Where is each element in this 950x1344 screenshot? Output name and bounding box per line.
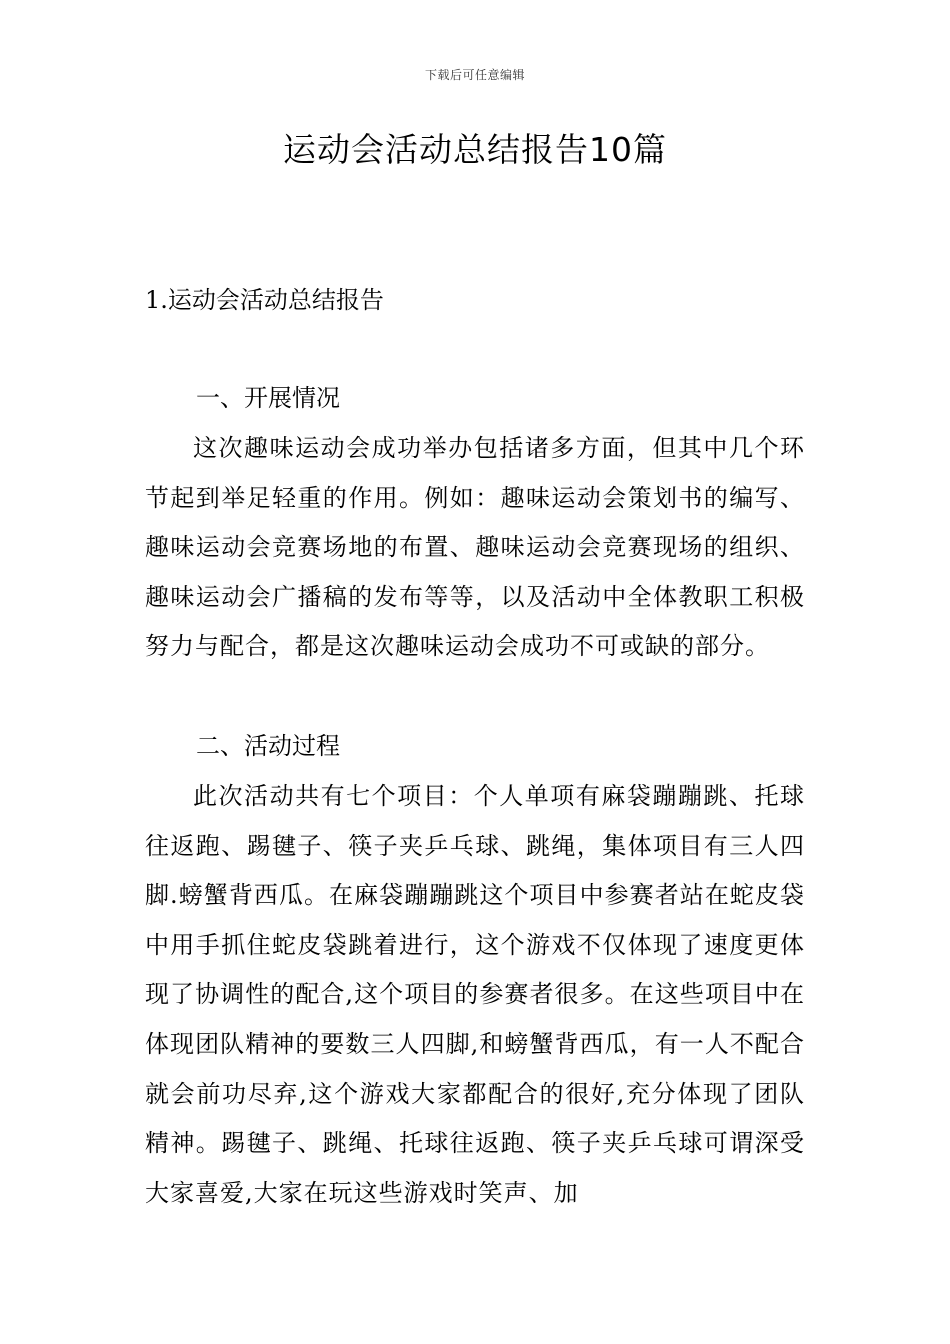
section-title: 1.运动会活动总结报告: [145, 286, 384, 314]
document-title: 运动会活动总结报告10篇: [283, 130, 667, 169]
paragraph-overview: 这次趣味运动会成功举办包括诸多方面，但其中几个环节起到举足轻重的作用。例如：趣味运动会策划书的编写、趣味运动会竞赛场地的布置、趣味运动会竞赛现场的组织、趣味运动会广播稿的发布等等，以及活动中全体教职工积极努力与配合，都是这次趣味运动会成功不可或缺的部分。: [145, 434, 805, 661]
heading-overview: 一、开展情况: [196, 384, 340, 412]
heading-process: 二、活动过程: [196, 732, 340, 760]
header-note: 下载后可任意编辑: [424, 68, 525, 82]
paragraph-process: 此次活动共有七个项目：个人单项有麻袋蹦蹦跳、托球往返跑、踢毽子、筷子夹乒乓球、跳绳，集体项目有三人四脚.螃蟹背西瓜。在麻袋蹦蹦跳这个项目中参赛者站在蛇皮袋中用手抓住蛇皮袋跳着进行，这个游戏不仅体现了速度更体现了协调性的配合,这个项目的参赛者很多。在这些项目中在体现团队精神的要数三人四脚,和螃蟹背西瓜，有一人不配合就会前功尽弃,这个游戏大家都配合的很好,充分体现了团队精神。踢毽子、跳绳、托球往返跑、筷子夹乒乓球可谓深受大家喜爱,大家在玩这些游戏时笑声、加: [145, 782, 805, 1207]
